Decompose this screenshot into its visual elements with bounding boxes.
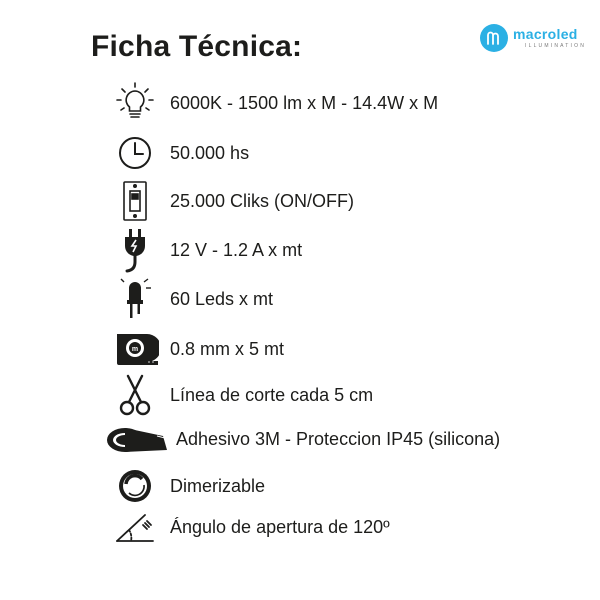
spec-row-angle: [100, 504, 390, 550]
spec-row-light: [100, 80, 438, 126]
spec-text-clicks: 25.000 Cliks (ON/OFF): [170, 190, 355, 211]
spec-row-lifetime: [100, 130, 249, 176]
spec-text-leds: 60 Leds x mt: [170, 288, 274, 309]
scissors-icon: [100, 372, 170, 418]
page-title: Ficha Técnica:: [91, 30, 303, 63]
spec-row-power: [100, 227, 302, 273]
spec-text-cut: Línea de corte cada 5 cm: [170, 384, 374, 405]
spec-row-dimmer: [100, 463, 265, 509]
angle-icon: [100, 504, 170, 550]
light-bulb-icon: [100, 80, 170, 126]
macroled-logo-icon: [480, 24, 508, 52]
spec-row-adhesive: [100, 416, 500, 462]
brand-logo: [480, 24, 586, 52]
spec-text-power: 12 V - 1.2 A x mt: [170, 239, 303, 260]
spec-row-leds: [100, 276, 273, 322]
spec-text-adhesive: Adhesivo 3M - Proteccion IP45 (silicona): [176, 428, 501, 449]
spec-row-cut: [100, 372, 373, 418]
spec-text-dimmer: Dimerizable: [170, 475, 266, 496]
spec-text-dimensions: 0.8 mm x 5 mt: [170, 338, 285, 359]
led-diode-icon: [100, 276, 170, 322]
light-switch-icon: [100, 178, 170, 224]
dimmer-icon: [100, 463, 170, 509]
spec-text-angle: Ángulo de apertura de 120º: [170, 516, 390, 537]
spec-row-dimensions: [100, 326, 284, 372]
spec-text-light: 6000K - 1500 lm x M - 14.4W x M: [170, 92, 439, 113]
spec-row-clicks: [100, 178, 354, 224]
brand-tagline: ILLUMINATION: [525, 43, 587, 49]
tape-measure-icon: [100, 326, 170, 372]
brand-name: macroled: [513, 26, 578, 42]
svg-text:m: m: [131, 346, 139, 353]
spec-text-lifetime: 50.000 hs: [170, 142, 250, 163]
clock-icon: [100, 130, 170, 176]
adhesive-tape-icon: [100, 416, 176, 462]
power-plug-icon: [100, 227, 170, 273]
